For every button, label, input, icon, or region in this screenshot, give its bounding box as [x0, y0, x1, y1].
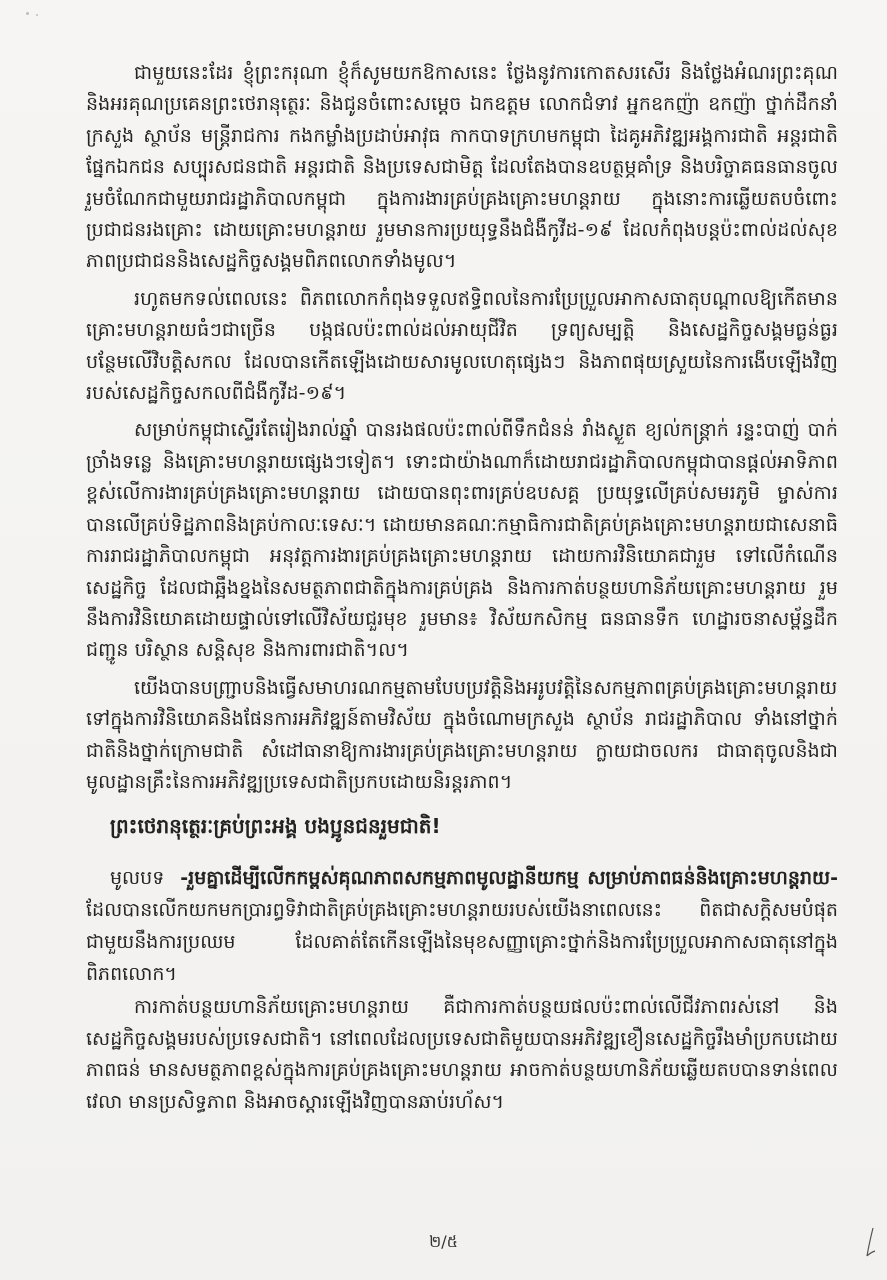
page-number: ២/៥ — [429, 1232, 458, 1251]
topic-paragraph — [86, 862, 838, 990]
scan-speck — [36, 14, 38, 16]
paragraph-cambodia-disasters: សម្រាប់កម្ពុជាស្ទើរតែរៀងរាល់ឆ្នាំ បានរងផលប៉ះពាល់ពីទឹកជំនន់ រាំងស្ងួត ខ្យល់កន្ត្រាក់ រន្ទះបាញ់ បាក់ច្រាំងទន្លេ និងគ្រោះមហន្តរាយផ្សេងៗទៀត។ ទោះជាយ៉ាងណាក៏ដោយរាជរដ្ឋាភិបាលកម្ពុជាបានផ្ដល់អាទិភាពខ្ពស់លើការងារគ្រប់គ្រងគ្រោះមហន្តរាយ ដោយបានពុះពារគ្រប់ឧបសគ្គ ប្រយុទ្ធលើគ្រប់សមរភូមិ ម្ចាស់ការបានលើគ្រប់ទិដ្ឋភាពនិងគ្រប់កាលៈទេសៈ។ ដោយមានគណៈកម្មាធិការជាតិគ្រប់គ្រងគ្រោះមហន្តរាយជាសេនាធិការរាជរដ្ឋាភិបាលកម្ពុជា អនុវត្តការងារគ្រប់គ្រងគ្រោះមហន្តរាយ ដោយការវិនិយោគជារួម ទៅលើកំណើនសេដ្ឋកិច្ច ដែលជាឆ្អឹងខ្នងនៃសមត្ថភាពជាតិក្នុងការគ្រប់គ្រង និងការកាត់បន្ថយហានិភ័យគ្រោះមហន្តរាយ រួមនឹងការវិនិយោគដោយផ្ទាល់ទៅលើវិស័យជួរមុខ រួមមាន៖ វិស័យកសិកម្ម ធនធានទឹក ហេដ្ឋារចនាសម្ព័ន្ធដឹកជញ្ជូន បរិស្ថាន សន្តិសុខ និងការពារជាតិ។ល។ — [86, 419, 838, 662]
document-body — [86, 58, 838, 1124]
topic-title: -រួមគ្នាដើម្បីលើកកម្ពស់គុណភាពសកម្មភាពមូលដ្ឋានីយកម្ម សម្រាប់ភាពធន់និងគ្រោះមហន្តរាយ- — [180, 867, 838, 890]
topic-body: ដែលបានលើកយកមកប្រារព្ធទិវាជាតិគ្រប់គ្រងគ្រោះមហន្តរាយរបស់យើងនាពេលនេះ ពិតជាសក្តិសមបំផុតជាមួយនឹងការប្រឈម ដែលគាត់តែកើនឡើងនៃមុខសញ្ញាគ្រោះថ្នាក់និងការប្រែប្រួលអាកាសធាតុនៅក្នុងពិភពលោក។ — [86, 899, 838, 986]
pen-mark-icon — [863, 1226, 877, 1260]
paragraph-risk-reduction: ការកាត់បន្ថយហានិភ័យគ្រោះមហន្តរាយ គឺជាការកាត់បន្ថយផលប៉ះពាល់លើជីវភាពរស់នៅ និងសេដ្ឋកិច្ចសង្គមរបស់ប្រទេសជាតិ។ នៅពេលដែលប្រទេសជាតិមួយបានអភិវឌ្ឍខឿនសេដ្ឋកិច្ចរឹងមាំប្រកបដោយភាពធន់ មានសមត្ថភាពខ្ពស់ក្នុងការគ្រប់គ្រងគ្រោះមហន្តរាយ អាចកាត់បន្ថយហានិភ័យឆ្លើយតបបានទាន់ពេលវេលា មានប្រសិទ្ធភាព និងអាចស្ដារឡើងវិញបានឆាប់រហ័ស។ — [86, 996, 838, 1113]
salutation-heading: ព្រះថេរានុត្ថេរៈគ្រប់ព្រះអង្គ បងប្អូនជនរួមជាតិ! — [110, 814, 441, 839]
paragraph-mainstreaming: យើងបានបញ្ជ្រាបនិងធ្វើសមាហរណកម្មតាមបែបប្រវត្តិនិងអរូបវត្តិនៃសកម្មភាពគ្រប់គ្រងគ្រោះមហន្តរាយទៅក្នុងការវិនិយោគនិងផែនការអភិវឌ្ឍន៍តាមវិស័យ ក្នុងចំណោមក្រសួង ស្ថាប័ន រាជរដ្ឋាភិបាល ទាំងនៅថ្នាក់ជាតិនិងថ្នាក់ក្រោមជាតិ សំដៅធានាឱ្យការងារគ្រប់គ្រងគ្រោះមហន្តរាយ ក្លាយជាចលករ ជាធាតុចូលនិងជាមូលដ្ឋានគ្រឹះនៃការអភិវឌ្ឍប្រទេសជាតិប្រកបដោយនិរន្តរភាព។ — [86, 676, 838, 793]
paragraph-acknowledgement: ជាមួយនេះដែរ ខ្ញុំព្រះករុណា ខ្ញុំក៏សូមយកឱកាសនេះ ថ្លែងនូវការកោតសរសើរ និងថ្លែងអំណរព្រះគុណ និងអរគុណប្រគេនព្រះថេរានុត្ថេរៈ និងជូនចំពោះសម្ដេច ឯកឧត្ដម លោកជំទាវ អ្នកឧកញ៉ា ឧកញ៉ា ថ្នាក់ដឹកនាំក្រសួង ស្ថាប័ន មន្ត្រីរាជការ កងកម្លាំងប្រដាប់អាវុធ កាកបាទក្រហមកម្ពុជា ដៃគូអភិវឌ្ឍអង្គការជាតិ អន្តរជាតិ ផ្នែកឯកជន សប្បុរសជនជាតិ អន្តរជាតិ និងប្រទេសជាមិត្ត ដែលតែងបានឧបត្ថម្ភគាំទ្រ និងបរិច្ចាគធនធានចូលរួមចំណែកជាមួយរាជរដ្ឋាភិបាលកម្ពុជា ក្នុងការងារគ្រប់គ្រងគ្រោះមហន្តរាយ ក្នុងនោះការឆ្លើយតបចំពោះប្រជាជនរងគ្រោះ ដោយគ្រោះមហន្តរាយ រួមមានការប្រយុទ្ធនឹងជំងឺកូវីដ-១៩ ដែលកំពុងបន្តប៉ះពាល់ដល់សុខភាពប្រជាជននិងសេដ្ឋកិច្ចសង្គមពិភពលោកទាំងមូល។ — [86, 62, 838, 273]
paragraph-climate-change: រហូតមកទល់ពេលនេះ ពិភពលោកកំពុងទទួលឥទ្ធិពលនៃការប្រែប្រួលអាកាសធាតុបណ្ដាលឱ្យកើតមានគ្រោះមហន្តរាយធំៗជាច្រើន បង្កផលប៉ះពាល់ដល់អាយុជីវិត ទ្រព្យសម្បត្តិ និងសេដ្ឋកិច្ចសង្គមធ្ងន់ធ្ងរបន្ថែមលើវិបត្តិសកល ដែលបានកើតឡើងដោយសារមូលហេតុផ្សេងៗ និងភាពផុយស្រួយនៃការងើបឡើងវិញរបស់សេដ្ឋកិច្ចសកលពីជំងឺកូវីដ-១៩។ — [86, 287, 838, 405]
topic-label: មូលបទ — [110, 867, 165, 890]
scan-speck — [26, 12, 29, 15]
